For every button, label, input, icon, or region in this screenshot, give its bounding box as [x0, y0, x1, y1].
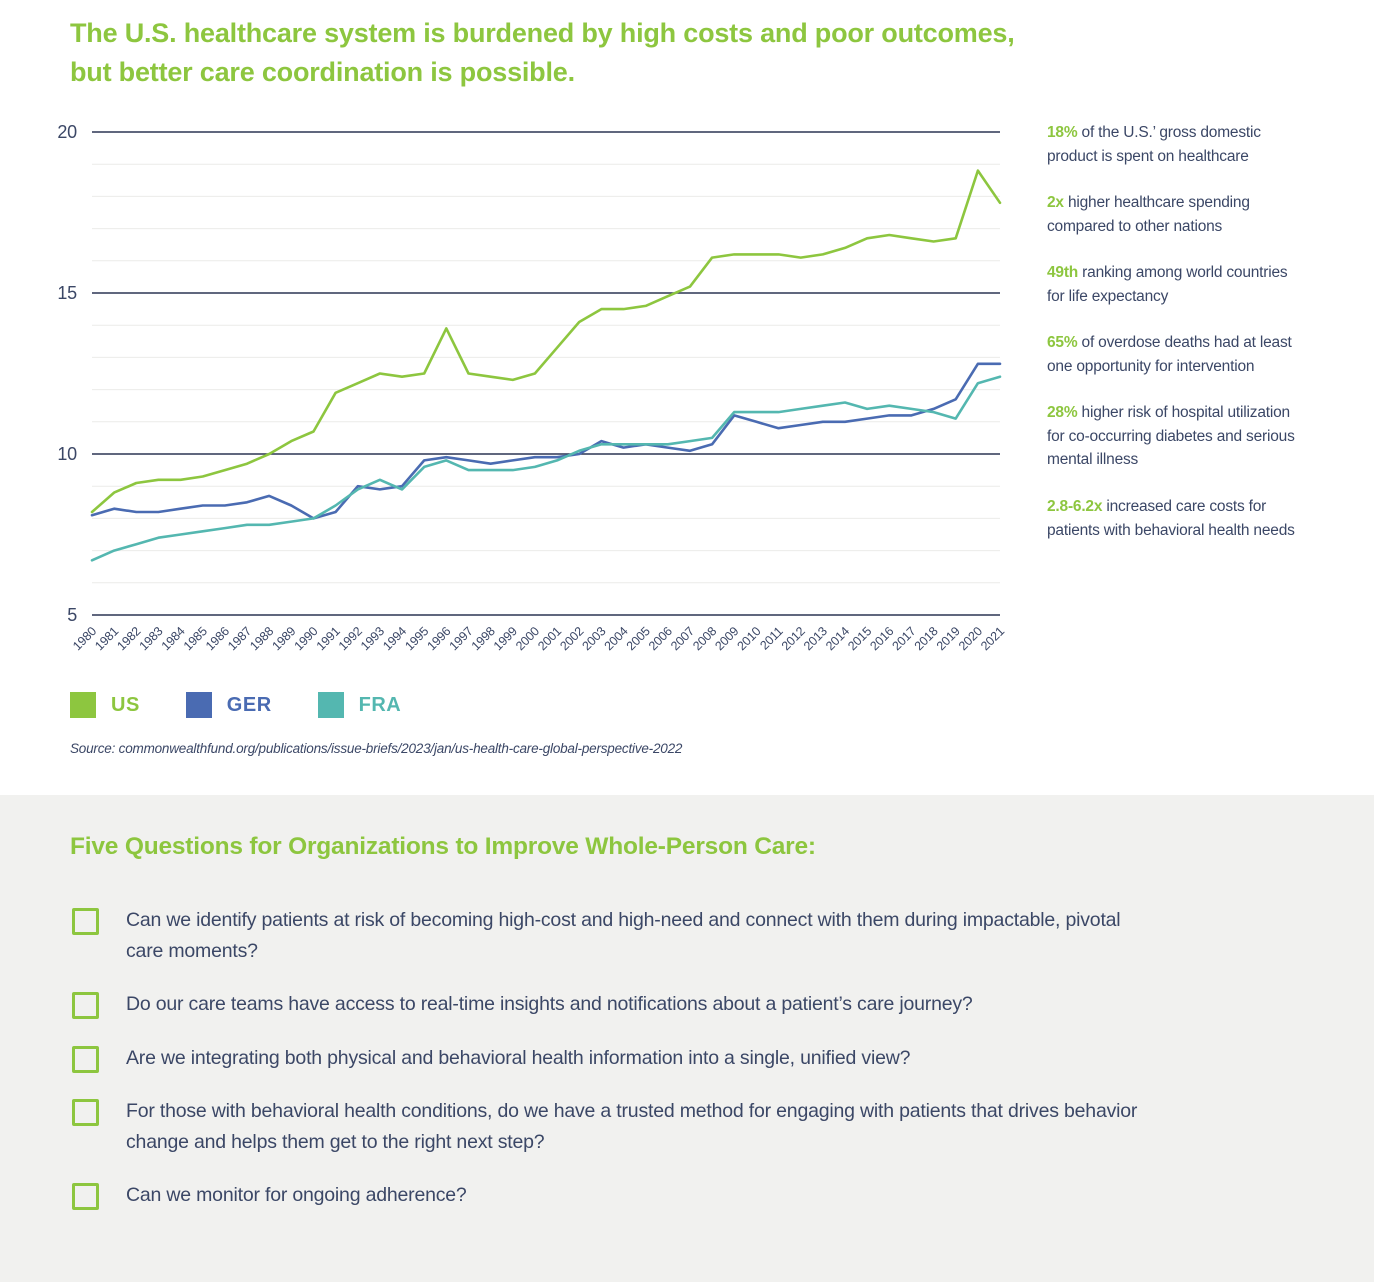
- legend-label: US: [111, 693, 140, 716]
- x-axis-tick-label: 2009: [712, 624, 742, 654]
- stat-text: increased care costs for patients with behavioral health needs: [1047, 498, 1295, 539]
- x-axis-tick-label: 2020: [955, 624, 985, 654]
- x-axis-tick-label: 1997: [446, 624, 476, 654]
- checklist-item: [70, 905, 1190, 967]
- stat-item: [1047, 331, 1302, 378]
- checklist-item: [70, 1096, 1190, 1158]
- x-axis-tick-label: 1981: [92, 624, 122, 654]
- checklist-text: Can we monitor for ongoing adherence?: [126, 1184, 467, 1207]
- x-axis-tick-label: 1998: [468, 624, 498, 654]
- y-axis-tick-label: 5: [67, 605, 77, 625]
- x-axis-tick-label: 1980: [70, 624, 100, 654]
- stat-text: ranking among world countries for life expectancy: [1047, 264, 1288, 305]
- stat-item: [1047, 261, 1302, 308]
- y-axis-tick-label: 20: [57, 122, 77, 142]
- x-axis-tick-label: 1982: [114, 624, 144, 654]
- source-citation: Source: commonwealthfund.org/publications/issue-briefs/2023/jan/us-health-care-global-perspective-2022: [70, 741, 683, 756]
- x-axis-tick-label: 2007: [668, 624, 698, 654]
- x-axis-tick-label: 1993: [358, 624, 388, 654]
- checkbox-icon[interactable]: [72, 1099, 99, 1126]
- x-axis-tick-label: 2016: [867, 624, 897, 654]
- title-line-2: but better care coordination is possible.: [70, 57, 575, 88]
- questions-heading: Five Questions for Organizations to Improve Whole-Person Care:: [70, 833, 816, 860]
- stat-value: 28%: [1047, 404, 1078, 422]
- checklist-text: Do our care teams have access to real-time insights and notifications about a patient’s care journey?: [126, 993, 973, 1016]
- checklist-item: [70, 1043, 1190, 1074]
- stat-item: [1047, 401, 1302, 472]
- stat-value: 65%: [1047, 334, 1078, 352]
- x-axis-tick-label: 2005: [623, 624, 653, 654]
- stat-value: 18%: [1047, 124, 1078, 141]
- x-axis-tick-label: 2018: [911, 624, 941, 654]
- page-title: [70, 14, 1310, 92]
- x-axis-tick-label: 1991: [313, 624, 343, 654]
- x-axis-tick-label: 2003: [579, 624, 609, 654]
- stat-text: higher risk of hospital utilization for co-occurring diabetes and serious mental illness: [1047, 404, 1295, 469]
- x-axis-tick-label: 1984: [158, 624, 188, 654]
- x-axis-tick-label: 2002: [557, 624, 587, 654]
- x-axis-tick-label: 1987: [225, 624, 255, 654]
- x-axis-tick-label: 1992: [335, 624, 365, 654]
- x-axis-tick-label: 2000: [513, 624, 543, 654]
- series-line-us: [92, 171, 1000, 512]
- legend-item-ger: [186, 692, 272, 718]
- line-chart: [40, 118, 1020, 678]
- x-axis-tick-label: 1986: [202, 624, 232, 654]
- series-line-ger: [92, 364, 1000, 519]
- x-axis-tick-label: 2015: [845, 624, 875, 654]
- x-axis-tick-label: 2013: [800, 624, 830, 654]
- checklist-item: [70, 1180, 1190, 1211]
- stat-value: 2x: [1047, 194, 1064, 212]
- checklist-item: [70, 989, 1190, 1020]
- x-axis-tick-label: 1999: [490, 624, 520, 654]
- chart-canvas: [40, 118, 1020, 678]
- stats-column: [1047, 121, 1309, 565]
- legend-label: FRA: [358, 693, 402, 716]
- x-axis-tick-label: 2011: [757, 624, 786, 653]
- x-axis-tick-label: 2001: [535, 624, 565, 654]
- fra-swatch-icon: [318, 692, 344, 718]
- x-axis-tick-label: 2006: [645, 624, 675, 654]
- stat-item: [1047, 191, 1302, 238]
- x-axis-tick-label: 1996: [424, 624, 454, 654]
- stat-text: of the U.S.’ gross domestic product is spent on healthcare: [1047, 124, 1261, 165]
- stat-text: of overdose deaths had at least one opportunity for intervention: [1047, 334, 1292, 375]
- stat-value: 2.8-6.2x: [1047, 498, 1103, 516]
- x-axis-tick-label: 2019: [933, 624, 963, 654]
- y-axis-tick-label: 15: [57, 283, 77, 303]
- x-axis-tick-label: 2010: [734, 624, 764, 654]
- stat-item: [1047, 495, 1302, 542]
- x-axis-tick-label: 1990: [291, 624, 321, 654]
- x-axis-tick-label: 1988: [247, 624, 277, 654]
- stat-value: 49th: [1047, 264, 1079, 282]
- x-axis-tick-label: 2017: [889, 624, 919, 654]
- checkbox-icon[interactable]: [72, 1183, 99, 1210]
- x-axis-tick-label: 1995: [402, 624, 432, 654]
- questions-section: [0, 795, 1374, 1282]
- legend-item-us: [70, 692, 140, 718]
- checklist-text: Are we integrating both physical and behavioral health information into a single, unified view?: [126, 1046, 911, 1069]
- ger-swatch-icon: [186, 692, 212, 718]
- stat-item: [1047, 121, 1302, 168]
- checklist-text: For those with behavioral health conditions, do we have a trusted method for engaging with patients that drives behavior change and helps them get to the right next step?: [126, 1099, 1138, 1153]
- x-axis-tick-label: 1994: [380, 624, 410, 654]
- checkbox-icon[interactable]: [72, 908, 99, 935]
- x-axis-tick-label: 1983: [136, 624, 166, 654]
- checklist-text: Can we identify patients at risk of becoming high-cost and high-need and connect with them during impactable, pivotal care moments?: [126, 909, 1121, 963]
- x-axis-tick-label: 2004: [601, 624, 631, 654]
- checkbox-icon[interactable]: [72, 1046, 99, 1073]
- legend-item-fra: [318, 692, 402, 718]
- x-axis-tick-label: 2014: [823, 624, 853, 654]
- stat-text: higher healthcare spending compared to other nations: [1047, 194, 1250, 235]
- chart-legend: [70, 692, 401, 718]
- x-axis-tick-label: 2012: [778, 624, 808, 654]
- x-axis-tick-label: 2008: [690, 624, 720, 654]
- y-axis-tick-label: 10: [57, 444, 77, 464]
- checkbox-icon[interactable]: [72, 992, 99, 1019]
- x-axis-tick-label: 1989: [269, 624, 299, 654]
- title-line-1: The U.S. healthcare system is burdened by high costs and poor outcomes,: [70, 18, 1015, 48]
- x-axis-tick-label: 1985: [180, 624, 210, 654]
- x-axis-tick-label: 2021: [978, 624, 1008, 654]
- legend-label: GER: [226, 693, 272, 716]
- us-swatch-icon: [70, 692, 96, 718]
